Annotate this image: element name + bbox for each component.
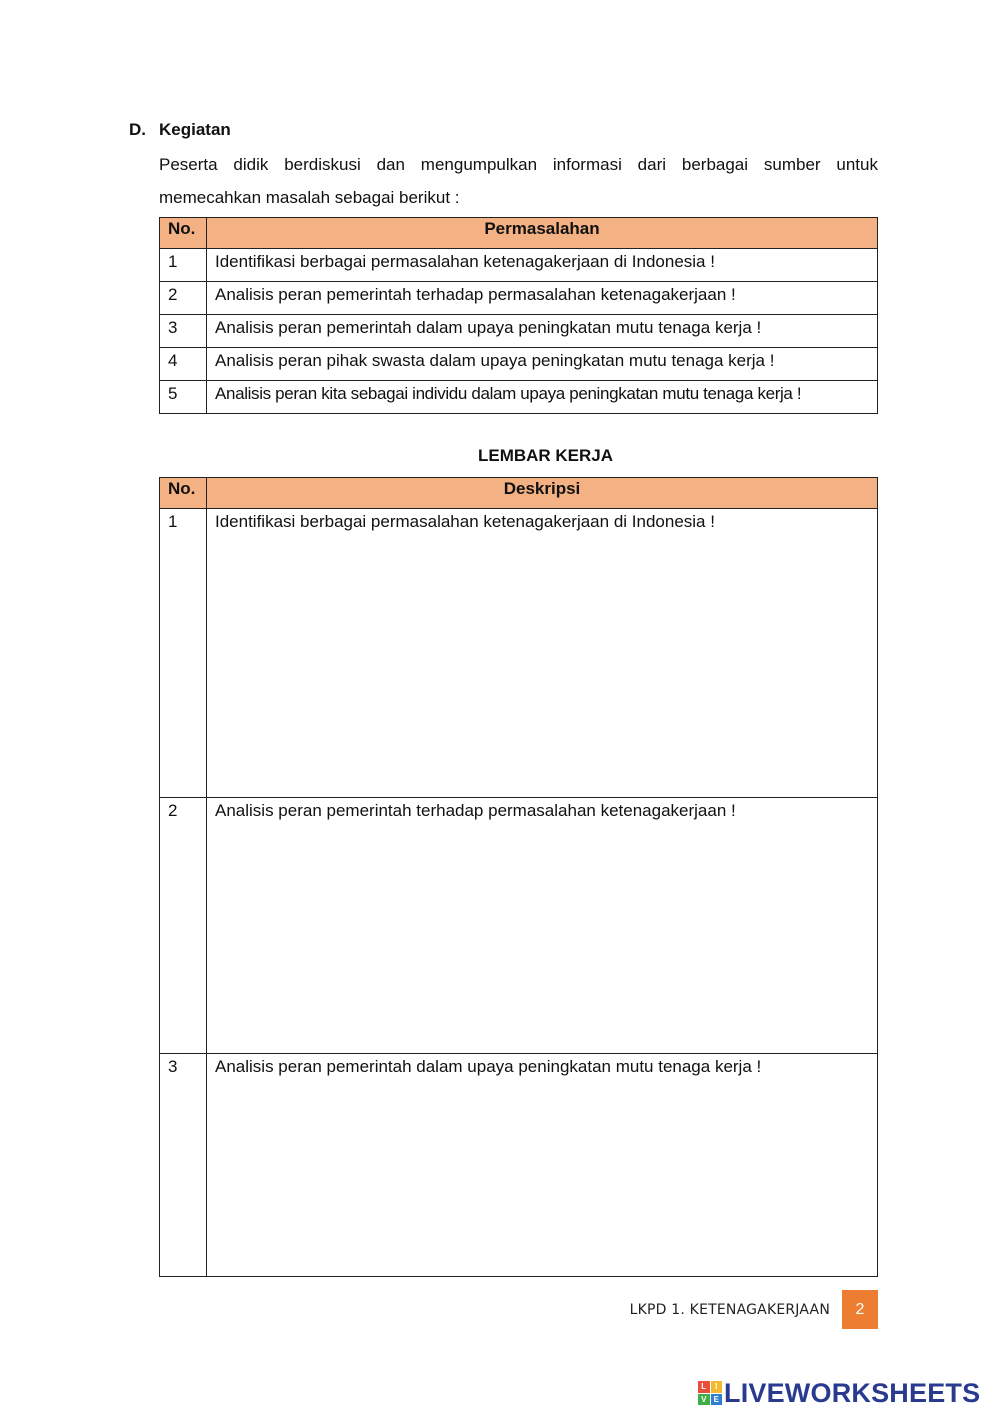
table-row <box>160 509 878 798</box>
logo-letter: V <box>698 1394 710 1406</box>
header-deskripsi: Deskripsi <box>207 478 878 509</box>
row-number: 3 <box>160 1054 207 1277</box>
table-row <box>160 249 878 282</box>
row-number: 3 <box>160 315 207 348</box>
table-row <box>160 798 878 1054</box>
row-number: 4 <box>160 348 207 381</box>
logo-letter: I <box>711 1381 723 1393</box>
answer-area[interactable]: Identifikasi berbagai permasalahan ketenagakerjaan di Indonesia ! <box>207 509 878 798</box>
section-letter: D. <box>129 120 146 139</box>
worksheet-title: LEMBAR KERJA <box>477 446 614 465</box>
worksheet-table <box>159 477 878 1277</box>
row-number: 5 <box>160 381 207 414</box>
row-text: Identifikasi berbagai permasalahan ketenagakerjaan di Indonesia ! <box>207 249 878 282</box>
row-text: Analisis peran kita sebagai individu dalam upaya peningkatan mutu tenaga kerja ! <box>207 381 878 414</box>
header-no: No. <box>160 218 207 249</box>
answer-area[interactable]: Analisis peran pemerintah dalam upaya peningkatan mutu tenaga kerja ! <box>207 1054 878 1277</box>
footer-label: LKPD 1. KETENAGAKERJAAN <box>629 1301 830 1318</box>
header-no: No. <box>160 478 207 509</box>
row-text: Analisis peran pemerintah dalam upaya peningkatan mutu tenaga kerja ! <box>207 315 878 348</box>
logo-letter: E <box>711 1394 723 1406</box>
row-number: 1 <box>160 249 207 282</box>
section-heading <box>129 120 231 140</box>
header-permasalahan: Permasalahan <box>207 218 878 249</box>
logo-letter: L <box>698 1381 710 1393</box>
problems-table <box>159 217 878 414</box>
table-header-row <box>160 478 878 509</box>
row-number: 2 <box>160 282 207 315</box>
table-row <box>160 348 878 381</box>
intro-paragraph: Peserta didik berdiskusi dan mengumpulkan informasi dari berbagai sumber untuk memecahkan masalah sebagai berikut : <box>159 155 878 207</box>
row-text: Analisis peran pemerintah terhadap permasalahan ketenagakerjaan ! <box>207 282 878 315</box>
section-title: Kegiatan <box>159 120 231 139</box>
answer-area[interactable]: Analisis peran pemerintah terhadap permasalahan ketenagakerjaan ! <box>207 798 878 1054</box>
table-row <box>160 1054 878 1277</box>
table-row <box>160 315 878 348</box>
brand-name: LIVEWORKSHEETS <box>724 1377 981 1408</box>
table-row <box>160 381 878 414</box>
table-header-row <box>160 218 878 249</box>
liveworksheets-brand[interactable] <box>698 1376 980 1410</box>
row-number: 2 <box>160 798 207 1054</box>
table-row <box>160 282 878 315</box>
row-number: 1 <box>160 509 207 798</box>
liveworksheets-logo-icon <box>698 1381 722 1405</box>
page-footer <box>560 1290 878 1329</box>
row-text: Analisis peran pihak swasta dalam upaya peningkatan mutu tenaga kerja ! <box>207 348 878 381</box>
page-number-badge: 2 <box>842 1290 878 1329</box>
